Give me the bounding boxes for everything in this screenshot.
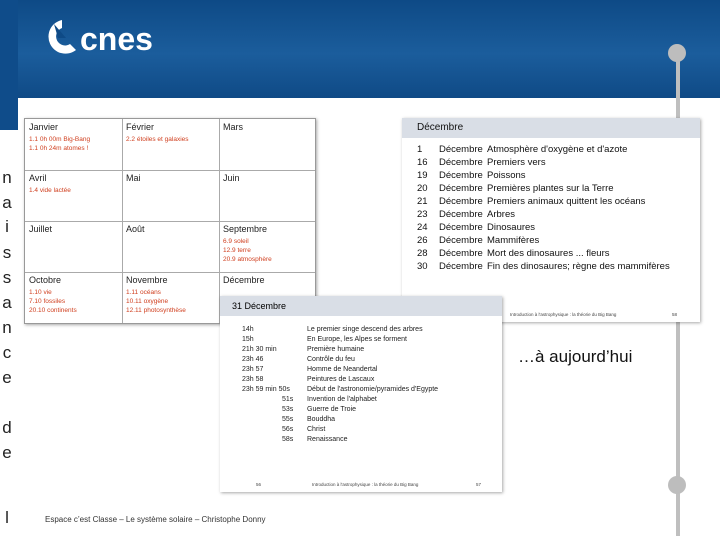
december-event: Dinosaures <box>487 222 536 233</box>
sidebar-blue-band <box>0 0 18 130</box>
calendar-event: 6.9 soleil <box>223 238 249 245</box>
calendar-event: 10.11 oxygène <box>126 298 169 305</box>
sidebar-char-7: c <box>2 343 12 362</box>
calendar-row <box>25 221 315 273</box>
dec31-time: 23h 46 <box>242 356 264 363</box>
december-month: Décembre <box>439 157 483 168</box>
december-day: 23 <box>417 209 428 220</box>
sidebar-char-2: i <box>5 217 9 236</box>
calendar-month: Janvier <box>29 122 59 132</box>
calendar-cell <box>122 221 220 272</box>
december-month: Décembre <box>439 183 483 194</box>
dec31-event: Invention de l'alphabet <box>307 396 377 403</box>
sidebar-char-3: s <box>2 243 12 262</box>
timeline-dot-bottom <box>668 476 686 494</box>
dec31-time: 53s <box>282 406 294 413</box>
calendar-row <box>25 170 315 222</box>
dec31-footer-text: Introduction à l'astrophysique : la théorie du Big Bang <box>312 482 419 487</box>
december-day: 20 <box>417 183 428 194</box>
december-day: 24 <box>417 222 428 233</box>
december-event: Premiers vers <box>487 157 546 168</box>
calendar-month: Juillet <box>29 224 53 234</box>
december-day: 16 <box>417 157 428 168</box>
sidebar-char-5: a <box>2 293 12 312</box>
sidebar-char-11: e <box>2 443 12 462</box>
calendar-month: Mai <box>126 173 141 183</box>
dec31-time: 51s <box>282 396 294 403</box>
calendar-event: 20.9 atmosphère <box>223 256 272 263</box>
december-day: 28 <box>417 248 428 259</box>
dec31-event: Renaissance <box>307 436 348 443</box>
calendar-event: 12.9 terre <box>223 247 251 254</box>
dec31-event: Bouddha <box>307 416 336 423</box>
dec31-event: Christ <box>307 426 326 433</box>
cnes-logo <box>40 14 180 60</box>
december-month: Décembre <box>439 261 483 272</box>
calendar-slide <box>24 118 316 324</box>
december-month: Décembre <box>439 235 483 246</box>
calendar-cell <box>219 170 315 221</box>
header-banner <box>18 0 720 98</box>
december-footer <box>510 312 678 317</box>
calendar-month: Mars <box>223 122 243 132</box>
december-slide <box>402 118 700 322</box>
dec31-time: 23h 58 <box>242 376 264 383</box>
calendar-month: Novembre <box>126 275 168 285</box>
calendar-event: 1.1 0h 24m atomes ! <box>29 145 89 152</box>
dec31-event: Première humaine <box>307 346 365 353</box>
calendar-month: Juin <box>223 173 240 183</box>
sidebar-char-1: a <box>2 193 12 212</box>
december-month: Décembre <box>439 248 483 259</box>
calendar-cell <box>122 119 220 170</box>
dec31-time: 58s <box>282 436 294 443</box>
december-day: 21 <box>417 196 428 207</box>
calendar-month: Août <box>126 224 145 234</box>
december-page-number: 58 <box>672 312 678 317</box>
december-month: Décembre <box>439 222 483 233</box>
calendar-cell <box>25 170 123 221</box>
calendar-cell <box>122 170 220 221</box>
dec31-time: 15h <box>242 336 254 343</box>
december-event: Mort des dinosaures ... fleurs <box>487 248 610 259</box>
calendar-event: 1.10 vie <box>29 289 52 296</box>
calendar-event: 12.11 photosynthèse <box>126 307 186 314</box>
dec31-time: 21h 30 min <box>242 346 277 353</box>
december-month: Décembre <box>439 144 483 155</box>
sidebar-char-4: s <box>2 268 12 287</box>
dec31-time: 56s <box>282 426 294 433</box>
dec31-event: Homme de Neandertal <box>307 366 378 373</box>
december-event: Premiers animaux quittent les océans <box>487 196 646 207</box>
december-month: Décembre <box>439 209 483 220</box>
sidebar-char-10: d <box>2 418 12 437</box>
calendar-row <box>25 119 315 171</box>
december-event: Mammifères <box>487 235 540 246</box>
calendar-cell <box>219 119 315 170</box>
dec31-title: 31 Décembre <box>220 296 502 316</box>
dec31-event: En Europe, les Alpes se forment <box>307 336 407 343</box>
dec31-event: Peintures de Lascaux <box>307 376 375 383</box>
dec31-time: 23h 57 <box>242 366 264 373</box>
dec31-time: 55s <box>282 416 294 423</box>
logo-text: cnes <box>80 21 153 57</box>
sidebar-char-8: e <box>2 368 12 387</box>
calendar-cell <box>25 221 123 272</box>
calendar-event: 7.10 fossiles <box>29 298 66 305</box>
dec31-event: Contrôle du feu <box>307 356 355 363</box>
dec31-page-number: 57 <box>476 482 482 487</box>
december-month: Décembre <box>439 196 483 207</box>
december-day: 30 <box>417 261 428 272</box>
december-month: Décembre <box>439 170 483 181</box>
calendar-event: 2.2 étoiles et galaxies <box>126 136 189 143</box>
calendar-cell <box>25 119 123 170</box>
december-event: Atmosphère d'oxygène et d'azote <box>487 144 628 155</box>
dec31-time: 23h 59 min 50s <box>242 386 290 393</box>
calendar-month: Octobre <box>29 275 62 285</box>
aujourdhui-caption: …à aujourd’hui <box>518 347 633 366</box>
calendar-month: Décembre <box>223 275 265 285</box>
december-event: Premières plantes sur la Terre <box>487 183 614 194</box>
calendar-cell <box>25 272 123 323</box>
december-event: Fin des dinosaures; règne des mammifères <box>487 261 670 272</box>
sidebar-char-6: n <box>2 318 12 337</box>
dec31-event: Le premier singe descend des arbres <box>307 326 423 333</box>
sidebar-char-13: l <box>5 508 9 527</box>
december-title: Décembre <box>402 118 700 138</box>
december-footer-text: Introduction à l'astrophysique : la théorie du Big Bang <box>510 312 617 317</box>
calendar-event: 1.11 océans <box>126 289 161 296</box>
timeline-dot-top <box>668 44 686 62</box>
dec31-event: Début de l'astronomie/pyramides d'Egypte <box>307 386 439 393</box>
dec31-event: Guerre de Troie <box>307 406 357 413</box>
december-event: Poissons <box>487 170 526 181</box>
calendar-cell <box>122 272 220 323</box>
calendar-event: 1.4 vide lactée <box>29 187 71 194</box>
december-day: 19 <box>417 170 428 181</box>
slide-footer: Espace c’est Classe – Le système solaire – Christophe Donny <box>45 515 266 524</box>
december-event: Arbres <box>487 209 515 220</box>
calendar-cell <box>219 221 315 272</box>
calendar-event: 20.10 continents <box>29 307 77 314</box>
sidebar-char-0: n <box>2 168 12 187</box>
december-day: 1 <box>417 144 423 155</box>
calendar-month: Septembre <box>223 224 268 234</box>
dec31-slide <box>220 296 502 492</box>
calendar-event: 1.1 0h 00m Big-Bang <box>29 136 91 143</box>
dec31-footer-left: 56 <box>256 482 262 487</box>
dec31-time: 14h <box>242 326 254 333</box>
december-day: 26 <box>417 235 428 246</box>
calendar-month: Février <box>126 122 155 132</box>
calendar-month: Avril <box>29 173 47 183</box>
